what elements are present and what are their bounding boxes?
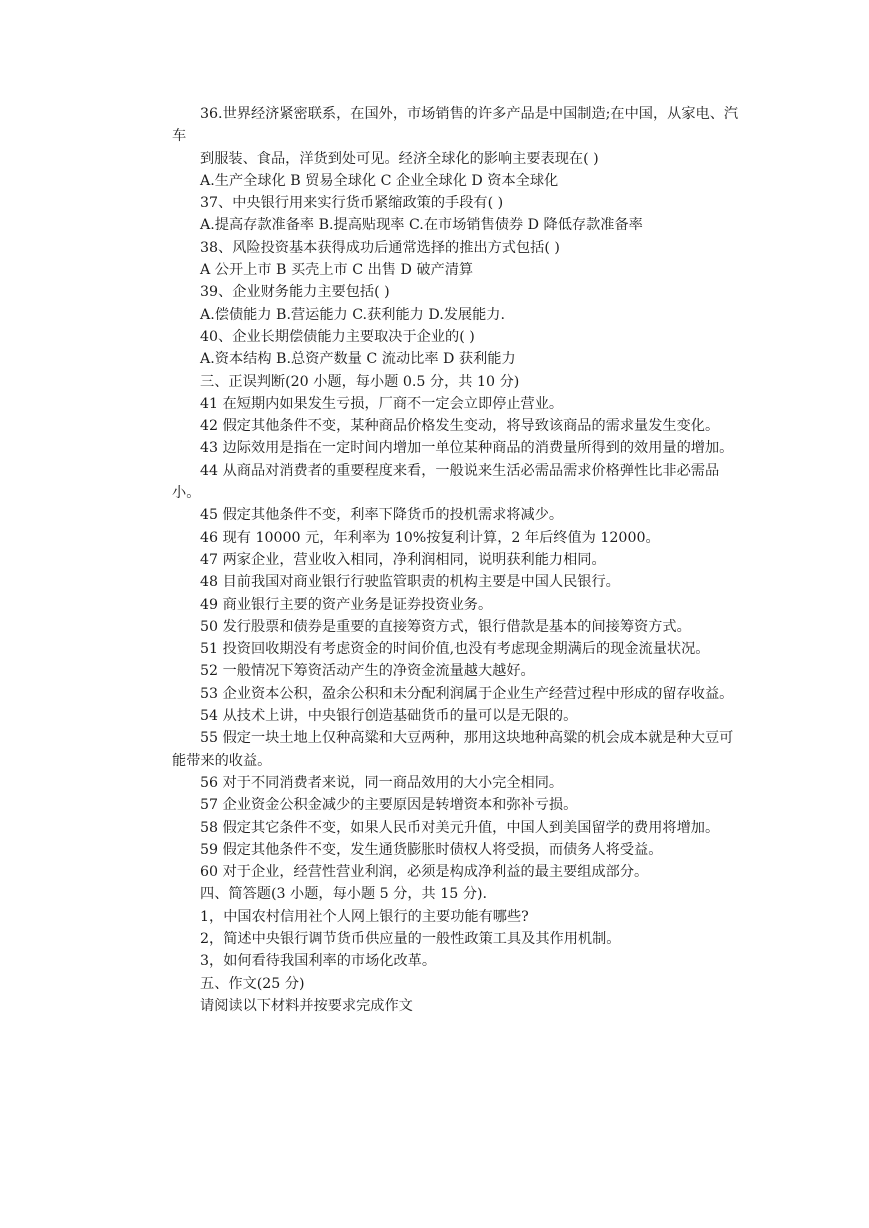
paragraph-line: 2，简述中央银行调节货币供应量的一般性政策工具及其作用机制。 <box>200 930 621 947</box>
paragraph-line: 51 投资回收期没有考虑资金的时间价值,也没有考虑现金期满后的现金流量状况。 <box>200 641 710 658</box>
paragraph-line: 39、企业财务能力主要包括( ) <box>200 284 390 301</box>
paragraph-line: 54 从技术上讲，中央银行创造基础货币的量可以是无限的。 <box>200 708 578 725</box>
paragraph-line: 41 在短期内如果发生亏损，厂商不一定会立即停止营业。 <box>200 395 564 412</box>
paragraph-line: 五、作文(25 分) <box>200 975 305 992</box>
paragraph-line: 60 对于企业，经营性营业利润，必须是构成净利益的最主要组成部分。 <box>200 864 649 881</box>
paragraph-line: 42 假定其他条件不变，某种商品价格发生变动，将导致该商品的需求量发生变化。 <box>200 418 720 435</box>
paragraph-line: 46 现有 10000 元，年利率为 10%按复利计算，2 年后终值为 12000。 <box>200 529 660 546</box>
paragraph-line: 55 假定一块土地上仅种高粱和大豆两种，那用这块地种高粱的机会成本就是种大豆可能带来的收益。 <box>172 730 734 769</box>
paragraph-line: 3，如何看待我国利率的市场化改革。 <box>200 953 437 970</box>
paragraph-line: 44 从商品对消费者的重要程度来看，一般说来生活必需品需求价格弹性比非必需品小。 <box>172 462 720 502</box>
paragraph-line: 47 两家企业，营业收入相同，净利润相同，说明获利能力相同。 <box>200 551 606 568</box>
paragraph-line: 四、简答题(3 小题，每小题 5 分，共 15 分). <box>200 886 488 903</box>
paragraph-line: 45 假定其他条件不变，利率下降货币的投机需求将减少。 <box>200 507 564 524</box>
paragraph-line: A.提高存款准备率 B.提高贴现率 C.在市场销售债券 D 降低存款准备率 <box>200 217 643 234</box>
paragraph-line: 1，中国农村信用社个人网上银行的主要功能有哪些? <box>200 908 529 925</box>
paragraph-line: 37、中央银行用来实行货币紧缩政策的手段有( ) <box>200 195 504 212</box>
paragraph-line: A.偿债能力 B.营运能力 C.获利能力 D.发展能力. <box>200 306 505 323</box>
paragraph-line: A 公开上市 B 买壳上市 C 出售 D 破产清算 <box>200 262 474 279</box>
paragraph-line: 57 企业资金公积金减少的主要原因是转增资本和弥补亏损。 <box>200 797 578 814</box>
paragraph-line: 58 假定其它条件不变，如果人民币对美元升值，中国人到美国留学的费用将增加。 <box>200 819 720 836</box>
paragraph-line: 50 发行股票和债券是重要的直接筹资方式，银行借款是基本的间接筹资方式。 <box>200 618 691 635</box>
paragraph-line: 36.世界经济紧密联系，在国外，市场销售的许多产品是中国制造;在中国，从家电、汽车 <box>172 106 739 145</box>
paragraph-line: A.资本结构 B.总资产数量 C 流动比率 D 获利能力 <box>200 351 516 368</box>
document-body <box>172 103 740 1017</box>
paragraph-line: 43 边际效用是指在一定时间内增加一单位某种商品的消费量所得到的效用量的增加。 <box>200 440 734 457</box>
paragraph-line: 请阅读以下材料并按要求完成作文 <box>200 997 413 1014</box>
paragraph-line: 到服装、食品，洋货到处可见。经济全球化的影响主要表现在( ) <box>200 150 599 167</box>
paragraph-line: 40、企业长期偿债能力主要取决于企业的( ) <box>200 328 475 345</box>
paragraph-line: 38、风险投资基本获得成功后通常选择的推出方式包括( ) <box>200 239 560 256</box>
paragraph-line: 56 对于不同消费者来说，同一商品效用的大小完全相同。 <box>200 774 564 791</box>
paragraph-line: 49 商业银行主要的资产业务是证券投资业务。 <box>200 596 493 613</box>
paragraph-line: A.生产全球化 B 贸易全球化 C 企业全球化 D 资本全球化 <box>200 172 559 189</box>
paragraph-line: 53 企业资本公积，盈余公积和未分配利润属于企业生产经营过程中形成的留存收益。 <box>200 685 734 702</box>
paragraph-line: 48 目前我国对商业银行行驶监管职责的机构主要是中国人民银行。 <box>200 574 620 591</box>
paragraph-line: 59 假定其他条件不变，发生通货膨胀时债权人将受损，而债务人将受益。 <box>200 841 663 858</box>
paragraph-line: 52 一般情况下筹资活动产生的净资金流量越大越好。 <box>200 663 535 680</box>
paragraph-line: 三、正误判断(20 小题，每小题 0.5 分，共 10 分) <box>200 373 520 390</box>
